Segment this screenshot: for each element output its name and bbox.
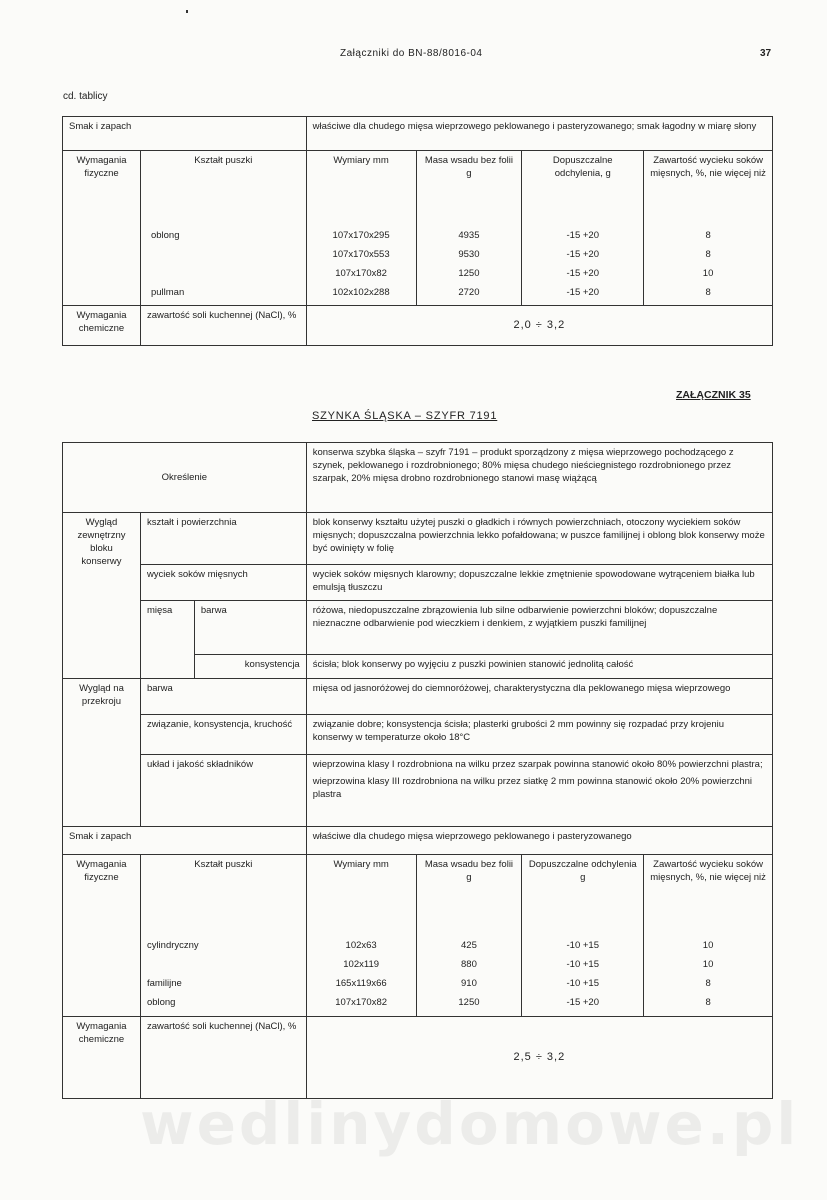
table-row-mass: 1250 <box>458 267 480 279</box>
annex-label: ZAŁĄCZNIK 35 <box>676 389 751 401</box>
table-row-juice: 8 <box>705 286 711 298</box>
table-row-shape: oblong <box>146 996 176 1008</box>
col2-dopusz: Dopuszczalne odchylenia g <box>522 855 644 933</box>
ksztalt-label: kształt i powierzchnia <box>140 513 306 565</box>
watermark: wedlinydomowe.pl <box>140 1090 800 1158</box>
table-row-juice: 8 <box>705 229 711 241</box>
shape2-col <box>140 933 306 1017</box>
table-row-dev: -15 +20 <box>566 248 599 260</box>
table-row-dims: 102x102x288 <box>332 286 390 298</box>
table-row-dims: 107x170x295 <box>332 229 390 241</box>
uklad-value-1: wieprzowina klasy I rozdrobniona na wilku przez szarpak powinna stanowić około 80% powierzchni plastra; <box>312 759 763 770</box>
table-row-dims: 102x63 <box>345 939 377 951</box>
table-row-shape: oblong <box>150 229 180 241</box>
page-number: 37 <box>760 48 772 59</box>
col-ksztalt: Kształt puszki <box>140 151 306 223</box>
smak-value: właściwe dla chudego mięsa wieprzowego peklowanego i pasteryzowanego; smak łagodny w miarę słony <box>306 117 772 151</box>
mass-col <box>416 223 522 306</box>
smak-label: Smak i zapach <box>63 117 307 151</box>
wym-fiz2-label: Wymagania fizyczne <box>63 855 141 1017</box>
wyglad-label: Wygląd zewnętrzny bloku konserwy <box>63 513 141 679</box>
table-row-juice: 8 <box>705 248 711 260</box>
table-row-dev: -10 +15 <box>566 939 599 951</box>
smak2-value: właściwe dla chudego mięsa wieprzowego peklowanego i pasteryzowanego <box>306 827 772 855</box>
chem2-param: zawartość soli kuchennej (NaCl), % <box>140 1017 306 1099</box>
konsyst-value: ścisła; blok konserwy po wyjęciu z puszki powinien stanowić jednolitą całość <box>306 655 772 679</box>
uklad-label: układ i jakość składników <box>140 755 306 827</box>
zwiaz-label: związanie, konsystencja, kruchość <box>140 715 306 755</box>
shape-col <box>140 223 306 306</box>
table-row-juice: 8 <box>705 977 711 989</box>
dims2-col <box>306 933 416 1017</box>
uklad-value-2: wieprzowina klasy III rozdrobniona na wilku przez siatkę 2 mm powinna stanowić około 20% powierzchni plastra <box>312 776 753 800</box>
table-row-mass: 2720 <box>458 286 480 298</box>
table-row-dev: -15 +20 <box>566 229 599 241</box>
table-row-dev: -15 +20 <box>566 286 599 298</box>
uklad-values <box>306 755 772 827</box>
table-row-shape <box>147 955 300 974</box>
barwa-label: barwa <box>194 601 306 655</box>
col2-ksztalt: Kształt puszki <box>140 855 306 933</box>
annex-title: SZYNKA ŚLĄSKA – SZYFR 7191 <box>312 410 498 422</box>
col2-zaw: Zawartość wycieku soków mięsnych, %, nie więcej niż <box>644 855 773 933</box>
chem-value: 2,0 ÷ 3,2 <box>306 305 772 345</box>
table-row-juice: 10 <box>702 939 714 951</box>
table-row-mass: 880 <box>461 958 477 970</box>
chem-param: zawartość soli kuchennej (NaCl), % <box>140 305 306 345</box>
table-szynka <box>62 442 773 1099</box>
konsyst-label: konsystencja <box>194 655 306 679</box>
table-row-shape <box>151 245 300 264</box>
col-zaw: Zawartość wycieku soków mięsnych, %, nie więcej niż <box>644 151 773 223</box>
table-row-dims: 107x170x553 <box>332 248 390 260</box>
table-row-dev: -15 +20 <box>566 996 599 1008</box>
table-row-mass: 425 <box>461 939 477 951</box>
wym-fiz-label: Wymagania fizyczne <box>63 151 141 306</box>
table-row-dims: 102x119 <box>343 958 380 970</box>
wym-chem-label: Wymagania chemiczne <box>63 305 141 345</box>
col2-masa: Masa wsadu bez folii g <box>416 855 522 933</box>
table-row-juice: 8 <box>705 996 711 1008</box>
wyciek-label: wyciek soków mięsnych <box>140 565 306 601</box>
dev2-col <box>522 933 644 1017</box>
mass2-col <box>416 933 522 1017</box>
okreslenie-label: Określenie <box>63 443 307 513</box>
scan-speck <box>186 10 188 13</box>
table-row-mass: 1250 <box>458 996 480 1008</box>
table-row-mass: 9530 <box>458 248 480 260</box>
table-continuation <box>62 116 773 346</box>
barwa-value: różowa, niedopuszczalne zbrązowienia lub silne odbarwienie powierzchni bloków; dopuszczalne nieznaczne odbarwienie pod wieczkiem i denkiem, z wyjątkiem puszki familijnej <box>306 601 772 655</box>
table-row-shape <box>151 264 300 283</box>
table-row-dev: -15 +20 <box>566 267 599 279</box>
wyciek-value: wyciek soków mięsnych klarowny; dopuszczalne lekkie zmętnienie spowodowane wytrąceniem białka lub emulsją tłuszczu <box>306 565 772 601</box>
zwiaz-value: związanie dobre; konsystencja ścisła; plasterki grubości 2 mm powinny się rozpadać przy krojeniu konserwy w temperaturze około 18°C <box>306 715 772 755</box>
przekroj-label: Wygląd na przekroju <box>63 679 141 827</box>
table-row-shape: cylindryczny <box>146 939 199 951</box>
dev-col <box>522 223 644 306</box>
col2-wymiary: Wymiary mm <box>306 855 416 933</box>
table-row-dev: -10 +15 <box>566 977 599 989</box>
miesa-label: mięsa <box>140 601 194 679</box>
continuation-label: cd. tablicy <box>63 91 108 102</box>
okreslenie-value: konserwa szybka śląska – szyfr 7191 – produkt sporządzony z mięsa wieprzowego pochodzącego z szynek, peklowanego i rozdrobnionego; 80% mięsa chudego nieściegnistego rozdrobnionego przez szarpak, 20% mięsa drobno rozdrobnionego stanowi masę wiążącą <box>306 443 772 513</box>
col-wymiary: Wymiary mm <box>306 151 416 223</box>
smak2-label: Smak i zapach <box>63 827 307 855</box>
header-title: Załączniki do BN-88/8016-04 <box>340 48 483 59</box>
table-row-mass: 910 <box>461 977 477 989</box>
table-row-juice: 10 <box>702 958 714 970</box>
wym-chem2-label: Wymagania chemiczne <box>63 1017 141 1099</box>
col-dopusz: Dopuszczalne odchylenia, g <box>522 151 644 223</box>
table-row-mass: 4935 <box>458 229 480 241</box>
pbarwa-value: mięsa od jasnoróżowej do ciemnoróżowej, charakterystyczna dla peklowanego mięsa wieprzowego <box>306 679 772 715</box>
col-masa: Masa wsadu bez folii g <box>416 151 522 223</box>
dims-col <box>306 223 416 306</box>
juice2-col <box>644 933 773 1017</box>
table-row-dev: -10 +15 <box>566 958 599 970</box>
pbarwa-label: barwa <box>140 679 306 715</box>
table-row-dims: 165x119x66 <box>335 977 387 989</box>
juice-col <box>644 223 773 306</box>
table-row-shape: familijne <box>146 977 182 989</box>
chem2-value: 2,5 ÷ 3,2 <box>306 1017 772 1099</box>
table-row-dims: 107x170x82 <box>335 267 387 279</box>
table-row-dims: 107x170x82 <box>335 996 388 1008</box>
table-row-shape: pullman <box>150 286 185 298</box>
ksztalt-value: blok konserwy kształtu użytej puszki o gładkich i równych powierzchniach, otoczony wyciekiem soków mięsnych; dopuszczalna powierzchnia lekko pofałdowana; w puszce familijnej i oblong blok konserwy może być owinięty w folię <box>306 513 772 565</box>
table-row-juice: 10 <box>702 267 714 279</box>
